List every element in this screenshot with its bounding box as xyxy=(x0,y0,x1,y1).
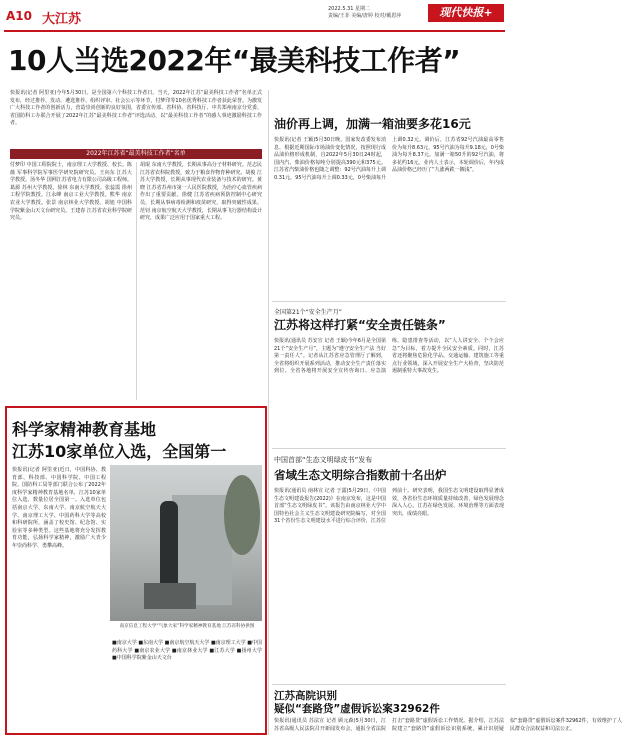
editors-line: 责编/王菲 美编/唐婷 校对/戴恩萍 xyxy=(328,13,402,19)
section-number: A10 xyxy=(6,9,32,23)
divider xyxy=(272,301,506,302)
science-base-photo xyxy=(110,465,262,621)
eco-text: 快报讯(通讯员 南林宣 记者 于露)5月29日，《中国生态文明建设报告(2022)》在南京发布，这是中国首部“生态文明绿皮书”。该报告由南京林业大学中国特色社会主义生态文明建设研究院编写，对全国31个省份生态文明建设水平进行综合评价，江苏位列前十。研究表明，我国生态文明建设取得显著成效，各省份生态环境质量持续改善，绿色发展理念深入人心。江苏在绿色发展、环境治理等方面表现突出，成绩亮眼。 xyxy=(274,488,504,525)
newspaper-logo: 现代快报+ xyxy=(428,4,504,22)
statue-pedestal xyxy=(144,583,196,609)
page-header xyxy=(0,0,509,34)
fraud-text: 快报讯(通讯员 苏法宣 记者 顾元森)5月30日，江苏省高级人民法院召开新闻发布会，通报全省法院打击“套路贷”虚假诉讼工作情况。据介绍，江苏法院建立“套路贷”虚假诉讼识别系统，累计识别疑似“套路贷”虚假诉讼案件32962件，有效维护了人民群众合法权益和司法公正。 xyxy=(274,718,622,732)
eco-title: 省域生态文明综合指数前十名出炉 xyxy=(274,468,447,482)
section-name: 大江苏 xyxy=(42,12,82,27)
science-base-list: ■南京大学 ■东南大学 ■南京航空航天大学 ■南京理工大学 ■中国药科大学 ■南京农业大学 ■南京林业大学 ■江苏大学 ■扬州大学 ■中国科学院紫金山天文台 xyxy=(112,640,262,662)
fraud-title: 江苏高院识别 疑似“套路贷”虚假诉讼案32962件 xyxy=(274,690,440,715)
fuel-price-text: 快报讯(记者 王颖)5月30日晚，国家发改委发布消息，根据近期国际市场油价变化情况，按照现行成品油价格形成机制，自2022年5月30日24时起，国内汽、柴油价格每吨分别提高390元和375元。江苏省汽柴油价格也随之调整：92号汽油每升上调0.31元，95号汽油每升上调0.33元，0号柴油每升上调0.32元。调价后，江苏省92号汽油最高零售价为每升8.63元，95号汽油为每升9.18元，0号柴油为每升8.37元。加满一箱50升的92号汽油，将多花约16元。业内人士表示，本轮调价后，年内成品油价格已经历了“九涨两跌一搁浅”。 xyxy=(274,137,504,181)
statue-shape xyxy=(160,501,178,593)
winners-list-banner: 2022年江苏省“最美科技工作者”名单 xyxy=(10,149,262,159)
eco-heading: 中国首部“生态文明绿皮书”发布 xyxy=(274,456,373,464)
science-article-title: 科学家精神教育基地 江苏10家单位入选，全国第一 xyxy=(12,420,227,461)
winners-detail-text: 胡琨 东南大学教授，长期从事高分子材料研究。范志民 江苏省农科院教授，致力于粮食作物育种研究。胡俊 江苏大学教授，长期从事现代农业装备与技术的研究。黄晓 江苏省苏州市第一人民医院教授，为治疗心血管疾病作出了重要贡献。徐健 江苏省疾病预防控制中心研究员，长期从事病毒检测和疫苗研究，取得突破性成果。范钊 南京航空航天大学教授，长期从事飞行器结构设计研究，成果广泛应用于国家重大工程。 xyxy=(140,162,262,222)
date-line: 2022.5.31 星期二 xyxy=(328,6,371,12)
column-divider xyxy=(136,162,137,400)
fuel-price-title: 油价再上调，加满一箱油要多花16元 xyxy=(274,117,471,131)
safety-text: 快报讯(通讯员 苏安宣 记者 王颖)今年6月是全国第21个“安全生产月”，主题为“遵守安全生产法 当好第一责任人”。记者从江苏省应急管理厅了解到，全省将组织开展系列活动，推动安全生产责任落实到位。全省各地将开展安全宣传咨询日、应急演练、隐患排查等活动，以“人人讲安全、个个会应急”为目标，着力提升全民安全素质。同时，江苏省还将聚焦危险化学品、交通运输、建筑施工等重点行业领域，深入开展安全生产大检查，坚决防范遏制重特大事故发生。 xyxy=(274,338,504,375)
winners-list-text: 付梦印 中国工程院院士，南京理工大学教授、校长。陈薇 军事科学院军事医学研究院研究员。王向东 江苏大学教授。汤冬华 国网江苏省电力有限公司高级工程师。葛源 苏州大学教授。徐林 东南大学教授。张蕊霞 徐州工程学院教授。江永峰 南京工业大学教授。熊华 南京农业大学教授。张景 南京林业大学教授。胡旭 中国科学院紫金山天文台研究员。王建春 江苏省农业科学院研究员。 xyxy=(10,162,132,222)
tree-shape xyxy=(224,475,260,555)
photo-caption: 南京信息工程大学“气象大家”科学家精神教育基地 江苏省科协供图 xyxy=(119,624,255,629)
header-rule xyxy=(4,30,505,32)
divider xyxy=(272,684,506,685)
lead-article-text: 快报讯(记者 阿里亚)今年5月30日，是全国第六个科技工作者日。当天，2022年江苏“最美科技工作者”名单正式发布，经过推荐、发动、遴选推荐、组织评审、社会公示等环节，付梦印等10名优秀科技工作者获此荣誉。为激发广大科技工作者的创新活力，营造崇尚创新的良好氛围，省委宣传部、省科协、省科技厅、中共郑州南京分党委、省国防科工办联合开展了2022年江苏“最美科技工作者”评选活动，以“最美科技工作者”的感人事迹激励科技工作者。 xyxy=(10,90,262,127)
main-headline: 10人当选2022年“最美科技工作者” xyxy=(8,44,461,77)
science-article-text: 快报讯(记者 阿里亚)近日，中国科协、教育部、科技部、中国科学院、中国工程院、国防科工局等部门联合公布了2022年度科学家精神教育基地名单，江苏10家单位入选，数量位居全国第一。入选单位包括南京大学、东南大学、南京航空航天大学、南京理工大学、中国药科大学等高校和科研院所，涵盖了校史馆、纪念馆、实验室等多种类型。这些基地将充分发挥教育功能，弘扬科学家精神，激励广大青少年崇尚科学、勇攀高峰。 xyxy=(12,467,106,549)
safety-title: 江苏将这样打紧“安全责任链条” xyxy=(274,318,446,332)
section-divider xyxy=(268,90,269,735)
safety-heading: 全国第21个“安全生产月” xyxy=(274,309,342,316)
divider xyxy=(272,448,506,449)
